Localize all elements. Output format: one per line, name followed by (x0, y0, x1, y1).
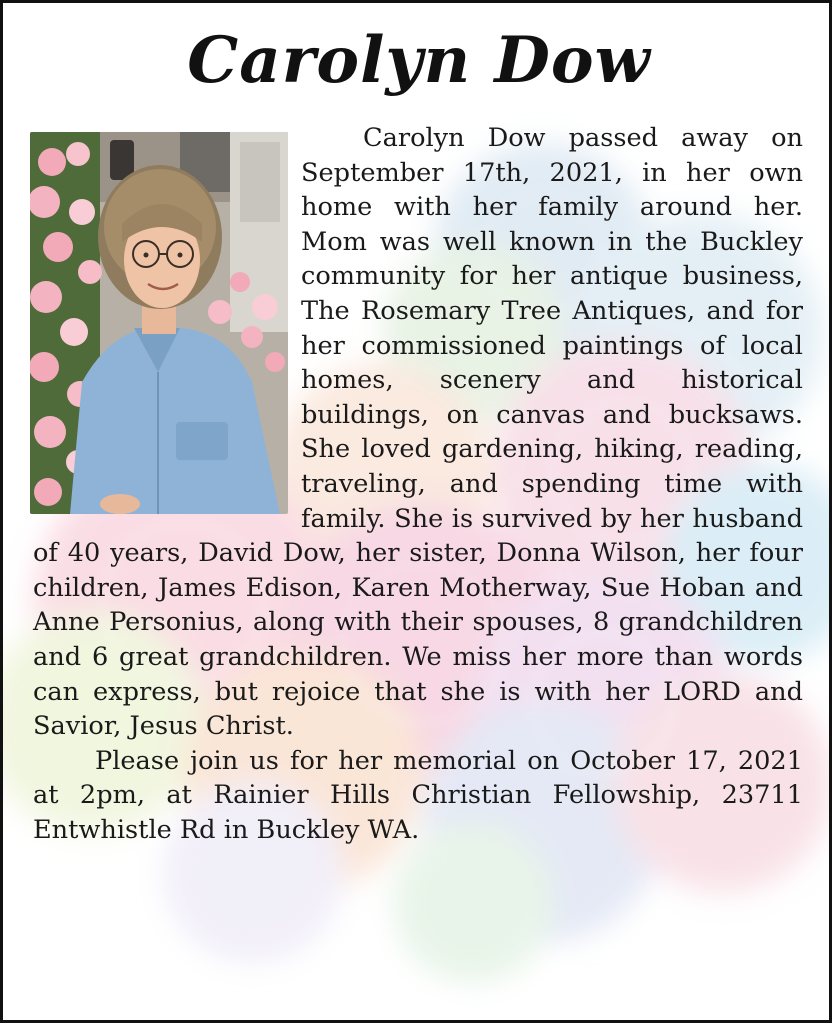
photo-text-wrap-spacer (33, 121, 301, 521)
obituary-paragraph-1: Carolyn Dow passed away on September 17th, 2021, in her own home with her family around her. Mom was well known in the Buckley community for her antique business, The Rosemary Tree Antiques, and for her commissioned paintings of local homes, scenery and historical buildings, on canvas and bucksaws. She loved gardening, hiking, reading, traveling, and spending time with family. She is survived by her husband of 40 years, David Dow, her sister, Donna Wilson, her four children, James Edison, Karen Motherway, Sue Hoban and Anne Personius, along with their spouses, 8 grandchildren and 6 great grandchildren. We miss her more than words can express, but rejoice that she is with her LORD and Savior, Jesus Christ. (33, 123, 803, 742)
obituary-body (33, 121, 803, 847)
obituary-paragraph-2: Please join us for her memorial on October 17, 2021 at 2pm, at Rainier Hills Christian Fellowship, 23711 Entwhistle Rd in Buckley WA. (33, 745, 803, 845)
obituary-title: Carolyn Dow (187, 23, 651, 98)
